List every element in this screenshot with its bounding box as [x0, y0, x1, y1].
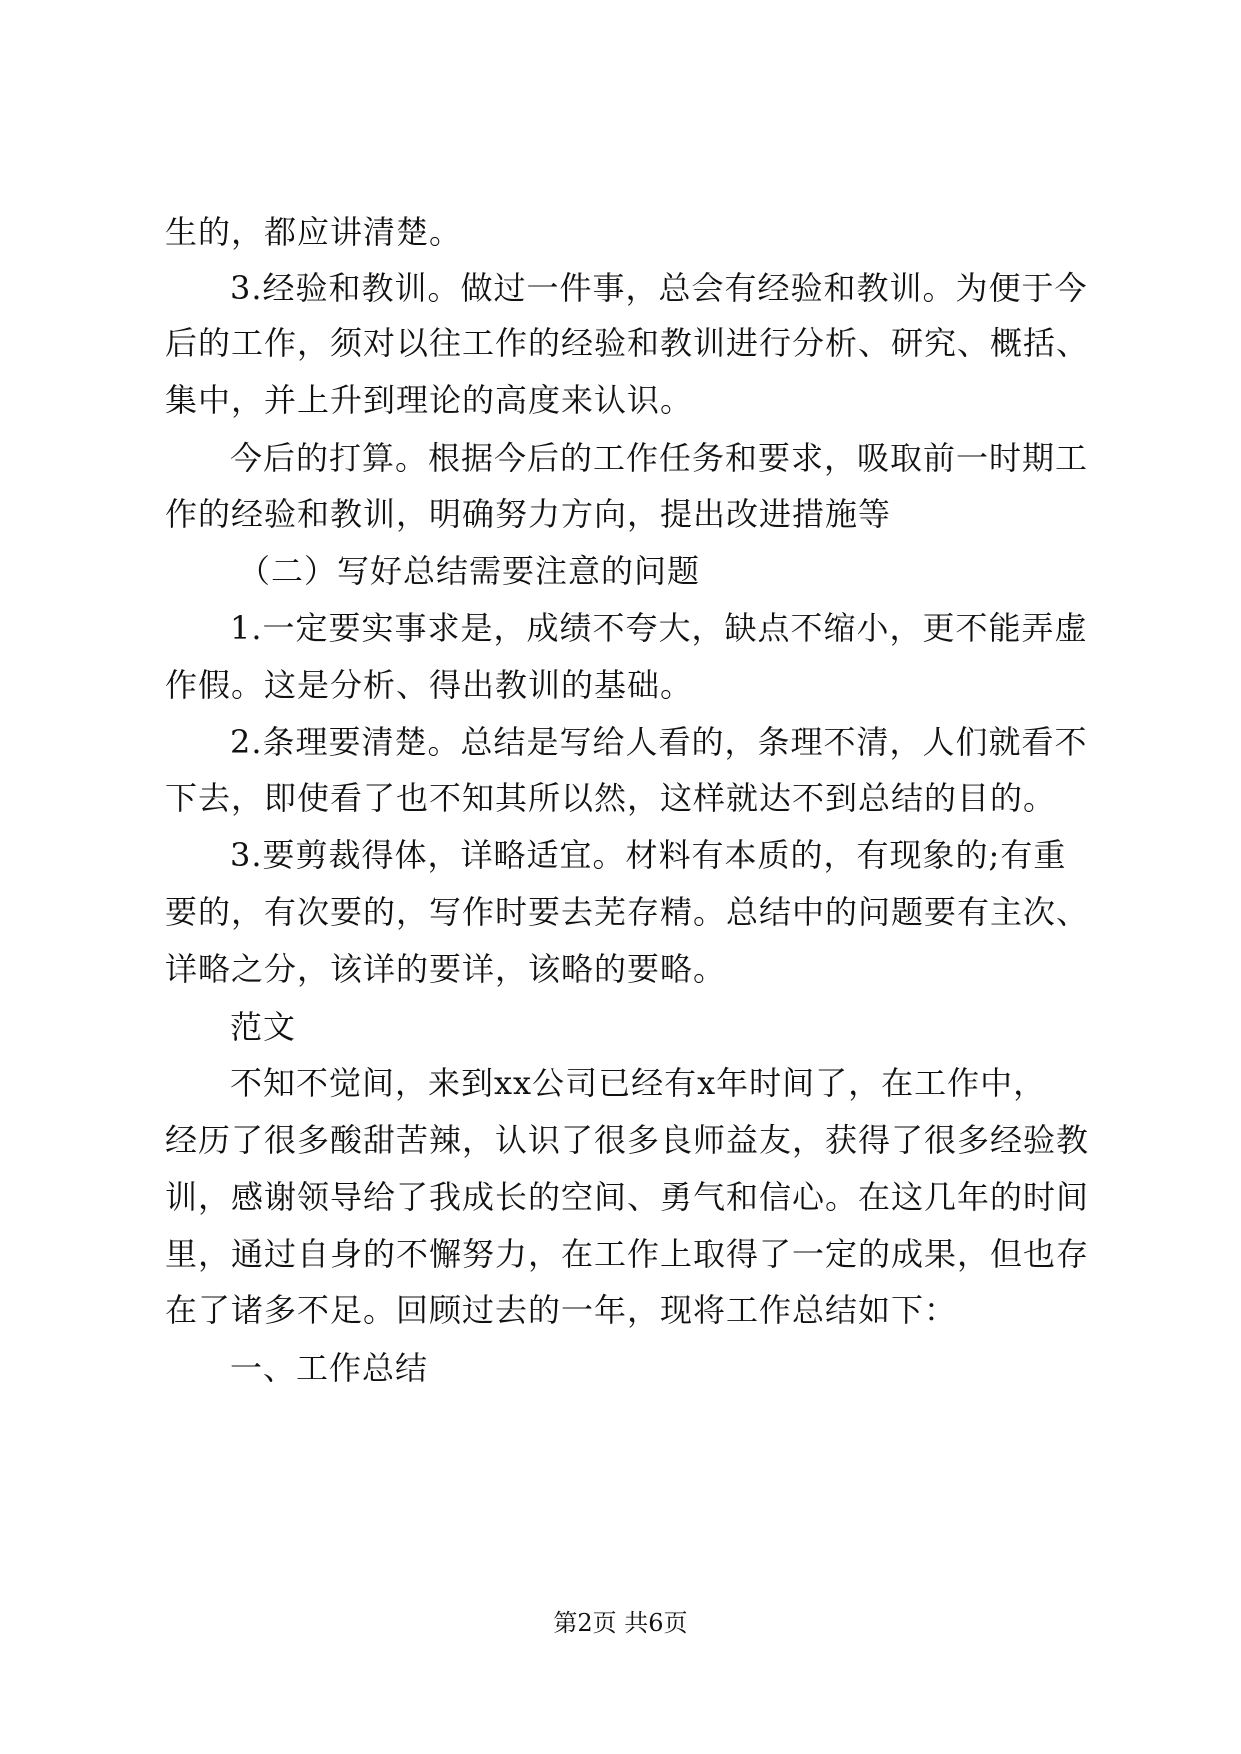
body-line-1: 生的，都应讲清楚。 [165, 213, 463, 251]
body-line-12: 3.要剪裁得体，详略适宜。材料有本质的，有现象的;有重 [230, 836, 1067, 874]
section-heading-work-summary: 一、工作总结 [230, 1349, 429, 1387]
body-line-9: 作假。这是分析、得出教训的基础。 [165, 666, 694, 704]
body-line-16: 不知不觉间，来到xx公司已经有x年时间了，在工作中， [230, 1064, 1047, 1102]
body-line-18: 训，感谢领导给了我成长的空间、勇气和信心。在这几年的时间 [165, 1178, 1090, 1216]
body-line-8: 1.一定要实事求是，成绩不夸大，缺点不缩小，更不能弄虚 [230, 609, 1088, 647]
body-line-14: 详略之分，该详的要详，该略的要略。 [165, 950, 727, 988]
body-line-5: 今后的打算。根据今后的工作任务和要求，吸取前一时期工 [230, 439, 1089, 477]
body-line-4: 集中，并上升到理论的高度来认识。 [165, 381, 694, 419]
body-line-19: 里，通过自身的不懈努力，在工作上取得了一定的成果，但也存 [165, 1235, 1090, 1273]
section-heading-2: （二）写好总结需要注意的问题 [238, 552, 701, 590]
body-line-20: 在了诸多不足。回顾过去的一年，现将工作总结如下： [165, 1291, 958, 1329]
body-line-10: 2.条理要清楚。总结是写给人看的，条理不清，人们就看不 [230, 723, 1088, 761]
body-line-13: 要的，有次要的，写作时要去芜存精。总结中的问题要有主次、 [165, 893, 1090, 931]
body-line-11: 下去，即使看了也不知其所以然，这样就达不到总结的目的。 [165, 779, 1057, 817]
body-line-6: 作的经验和教训，明确努力方向，提出改进措施等 [165, 495, 892, 533]
body-line-3: 后的工作，须对以往工作的经验和教训进行分析、研究、概括、 [165, 324, 1090, 362]
sample-heading: 范文 [230, 1008, 297, 1046]
body-line-17: 经历了很多酸甜苦辣，认识了很多良师益友，获得了很多经验教 [165, 1121, 1090, 1159]
page-footer: 第2页 共6页 [553, 1609, 688, 1637]
body-line-2: 3.经验和教训。做过一件事，总会有经验和教训。为便于今 [230, 269, 1088, 307]
